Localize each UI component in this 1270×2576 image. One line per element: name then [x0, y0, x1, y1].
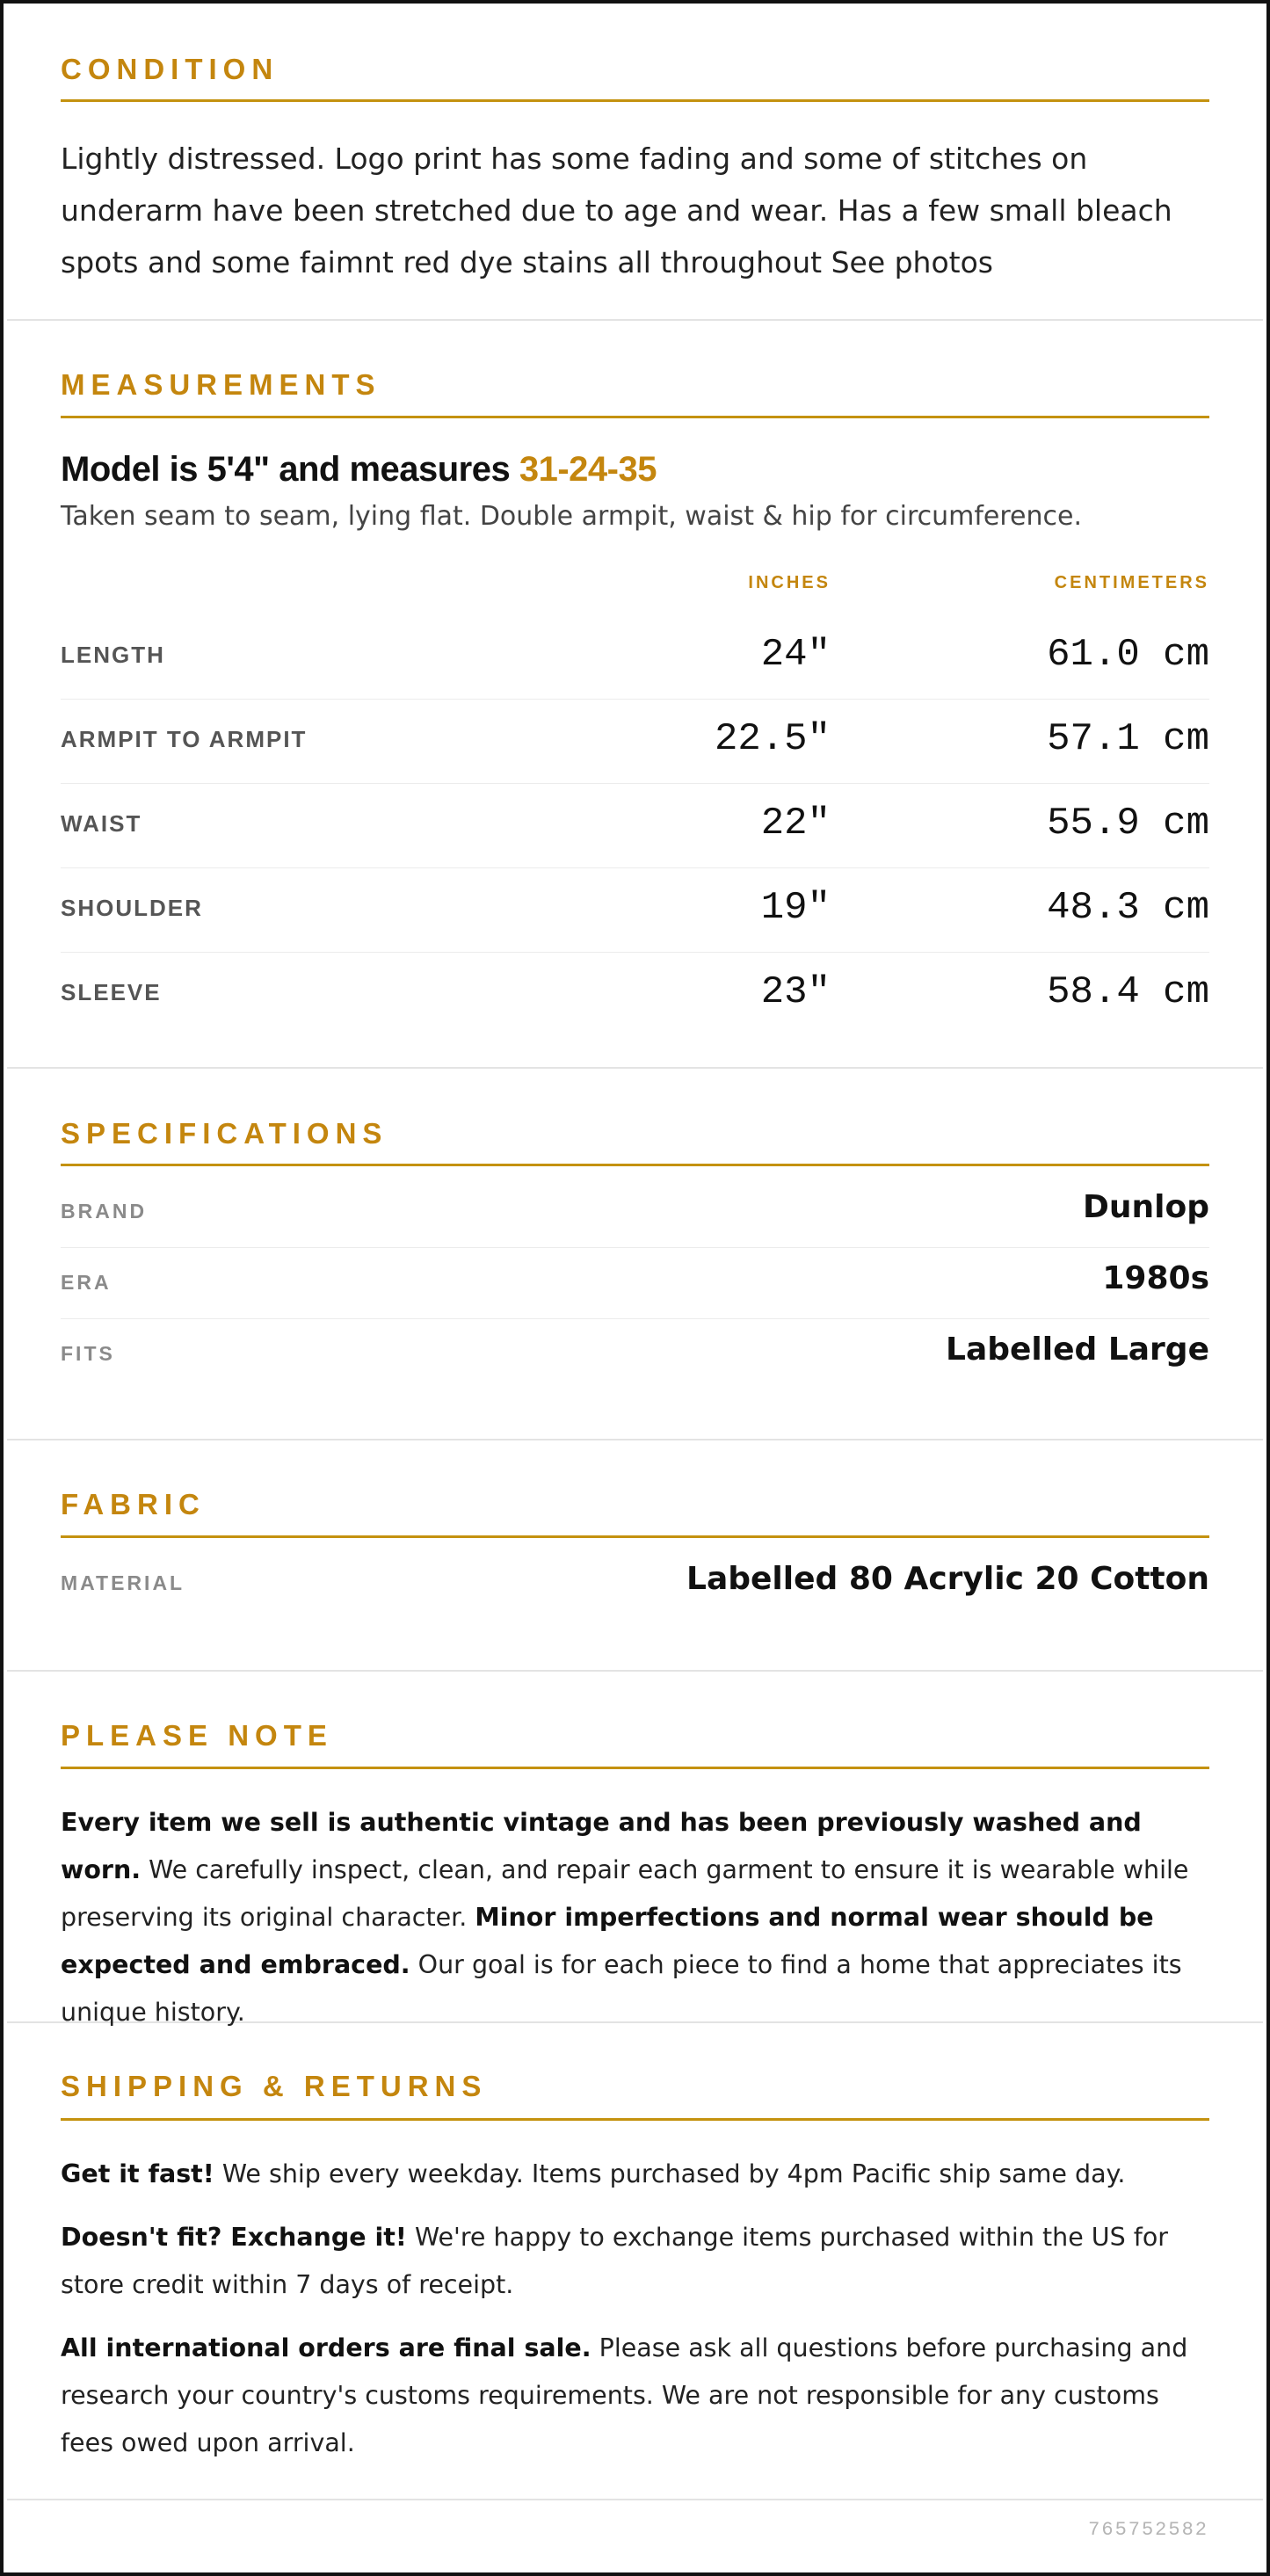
shipping-title: SHIPPING & RETURNS [61, 2070, 488, 2102]
shipping-p3-bold: All international orders are final sale. [61, 2333, 591, 2362]
spec-row-era [61, 1248, 1209, 1319]
measurement-label: WAIST [61, 810, 142, 837]
measurement-centimeters: 48.3 cm [1047, 886, 1209, 930]
shipping-paragraph-3 [61, 2325, 1209, 2467]
column-header-centimeters: CENTIMETERS [1054, 573, 1209, 592]
specifications-title: SPECIFICATIONS [61, 1117, 388, 1150]
spec-label: BRAND [61, 1200, 148, 1223]
spec-value: Dunlop [1083, 1189, 1209, 1225]
shipping-p3-text: Please ask all questions before purchasing and research your country's customs requirements. We are not responsible for any customs fees owed upon arrival. [61, 2333, 1188, 2457]
condition-section [7, 4, 1263, 321]
model-measures: 31-24-35 [519, 450, 657, 489]
measurements-title: MEASUREMENTS [61, 368, 381, 401]
measurement-centimeters: 55.9 cm [1047, 802, 1209, 845]
measurement-centimeters: 61.0 cm [1047, 633, 1209, 677]
please-note-bold-1: Every item we sell is authentic vintage and has been previously washed and worn. [61, 1808, 1142, 1884]
product-sku: 765752582 [1088, 2519, 1208, 2541]
model-prefix: Model is 5'4" and measures [61, 450, 519, 489]
please-note-text [61, 1799, 1209, 2036]
model-statement [61, 450, 657, 490]
measurement-inches: 23" [760, 970, 831, 1014]
measurement-row-sleeve [61, 953, 1209, 1037]
measurements-rule [61, 416, 1209, 418]
please-note-rule [61, 1767, 1209, 1769]
spec-value: Labelled Large [946, 1332, 1209, 1368]
measurement-inches: 22.5" [714, 717, 831, 761]
measurement-label: ARMPIT TO ARMPIT [61, 726, 308, 752]
measurements-section [7, 321, 1263, 1069]
measurement-row-length [61, 615, 1209, 700]
shipping-paragraph-2 [61, 2214, 1209, 2309]
fabric-value: Labelled 80 Acrylic 20 Cotton [686, 1561, 1209, 1597]
measurement-label: SLEEVE [61, 979, 162, 1005]
measurement-centimeters: 58.4 cm [1047, 970, 1209, 1014]
fabric-section [7, 1440, 1263, 1672]
measurement-label: LENGTH [61, 642, 165, 668]
shipping-paragraph-1 [61, 2151, 1209, 2198]
spec-value: 1980s [1102, 1260, 1209, 1296]
please-note-section [7, 1672, 1263, 2027]
shipping-section [7, 2023, 1263, 2500]
column-header-inches: INCHES [748, 573, 831, 592]
shipping-rule [61, 2118, 1209, 2121]
condition-rule [61, 99, 1209, 102]
fabric-label: MATERIAL [61, 1571, 185, 1594]
shipping-p1-text: We ship every weekday. Items purchased by 4pm Pacific ship same day. [214, 2159, 1126, 2188]
measurement-inches: 24" [760, 633, 831, 677]
measurement-row-shoulder [61, 868, 1209, 953]
specifications-rule [61, 1164, 1209, 1166]
condition-text: Lightly distressed. Logo print has some fading and some of stitches on underarm have been stretched due to age and wear. Has a few small bleach spots and some faimnt red dye stains all throughout See photos [61, 141, 1172, 279]
spec-label: ERA [61, 1271, 112, 1294]
condition-title: CONDITION [61, 53, 279, 85]
please-note-text-1: We carefully inspect, clean, and repair each garment to ensure it is wearable while preserving its original character. [61, 1855, 1189, 1932]
spec-row-brand [61, 1177, 1209, 1248]
measurement-label: SHOULDER [61, 895, 203, 921]
shipping-p1-bold: Get it fast! [61, 2159, 214, 2188]
spec-label: FITS [61, 1342, 115, 1365]
shipping-p2-text: We're happy to exchange items purchased within the US for store credit within 7 days of receipt. [61, 2223, 1168, 2299]
fabric-row-material [61, 1549, 1209, 1620]
shipping-p2-bold: Doesn't fit? Exchange it! [61, 2223, 407, 2252]
measurement-centimeters: 57.1 cm [1047, 717, 1209, 761]
spec-row-fits [61, 1319, 1209, 1390]
please-note-bold-2: Minor imperfections and normal wear should be expected and embraced. [61, 1903, 1154, 1979]
measurement-note: Taken seam to seam, lying flat. Double armpit, waist & hip for circumference. [61, 501, 1083, 532]
measurement-inches: 22" [760, 802, 831, 845]
specifications-section [7, 1069, 1263, 1440]
measurement-row-waist [61, 784, 1209, 868]
measurement-row-armpit-to-armpit [61, 700, 1209, 784]
fabric-title: FABRIC [61, 1488, 206, 1520]
please-note-text-2: Our goal is for each piece to find a home that appreciates its unique history. [61, 1950, 1182, 2027]
measurement-inches: 19" [760, 886, 831, 930]
fabric-rule [61, 1535, 1209, 1538]
please-note-title: PLEASE NOTE [61, 1719, 333, 1752]
